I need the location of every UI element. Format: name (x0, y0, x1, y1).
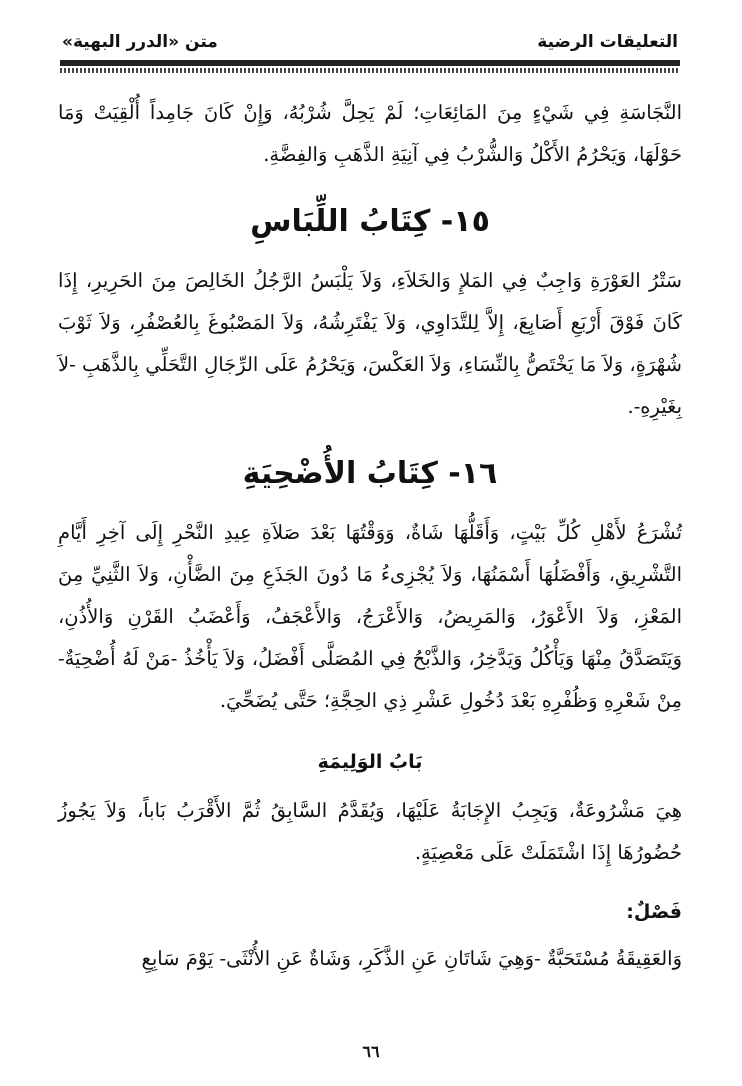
running-header (62, 26, 678, 60)
section-15-title: ١٥- كِتَابُ اللِّبَاسِ (250, 204, 490, 239)
intro-paragraph: النَّجَاسَةِ فِي شَيْءٍ مِنَ المَائِعَاتِ؛ لَمْ يَحِلَّ شُرْبُهُ، وَإِنْ كَانَ جَامِداً أُلْقِيَتْ وَمَا حَوْلَهَا، وَيَحْرُمُ الأَكْلُ وَالشُّرْبُ فِي آنِيَةِ الذَّهَبِ وَالفِضَّةِ. (58, 101, 682, 166)
section-15-text: سَتْرُ العَوْرَةِ وَاجِبٌ فِي المَلإِ وَالخَلاَءِ، وَلاَ يَلْبَسُ الرَّجُلُ الخَالِصَ مِنَ الحَرِيرِ، إِذَا كَانَ فَوْقَ أَرْبَعِ أَصَابِعَ، إِلاَّ لِلتَّدَاوِي، وَلاَ يَفْتَرِشُهُ، وَلاَ المَصْبُوغَ بِالعُصْفُرِ، وَلاَ ثَوْبَ شُهْرَةٍ، وَلاَ مَا يَخْتَصُّ بِالنِّسَاءِ، وَلاَ العَكْسَ، وَيَحْرُمُ عَلَى الرِّجَالِ التَّحَلِّي بِالذَّهَبِ -لاَ بِغَيْرِهِ-. (58, 269, 682, 418)
header-dotted-rule (60, 68, 680, 73)
section-16-title: ١٦- كِتَابُ الأُضْحِيَةِ (242, 456, 498, 491)
header-book-title: التعليقات الرضية (537, 32, 678, 52)
walima-title: بَابُ الوَلِيمَةِ (317, 751, 423, 773)
fasl-text: وَالعَقِيقَةُ مُسْتَحَبَّةٌ -وَهِيَ شَاتَانِ عَنِ الذَّكَرِ، وَشَاةٌ عَنِ الأُنْثَى- يَوْمَ سَابِعِ (141, 947, 682, 970)
main-text (58, 92, 682, 980)
header-rule (60, 60, 680, 66)
walima-text: هِيَ مَشْرُوعَةٌ، وَيَجِبُ الإِجَابَةُ عَلَيْهَا، وَيُقَدَّمُ السَّابِقُ ثُمَّ الأَقْرَبُ بَاباً، وَلاَ يَجُوزُ حُضُورُهَا إِذَا اشْتَمَلَتْ عَلَى مَعْصِيَةٍ. (58, 799, 682, 864)
page-number: ٦٦ (362, 1042, 380, 1061)
section-16-text: تُشْرَعُ لأَهْلِ كُلِّ بَيْتٍ، وَأَقَلُّهَا شَاةٌ، وَوَقْتُهَا بَعْدَ صَلاَةِ عِيدِ النَّحْرِ إِلَى آخِرِ أَيَّامِ التَّشْرِيقِ، وَأَفْضَلُهَا أَسْمَنُهَا، وَلاَ يُجْزِىءُ مَا دُونَ الجَذَعِ مِنَ الضَّأْنِ، وَلاَ الثَّنِيِّ مِنَ المَعْزِ، وَلاَ الأَعْوَرُ، وَالمَرِيضُ، وَالأَعْرَجُ، وَالأَعْجَفُ، وَأَعْضَبُ القَرْنِ وَالأُذُنِ، وَيَتَصَدَّقُ مِنْهَا وَيَأْكُلُ وَيَدَّخِرُ، وَالذَّبْحُ فِي المُصَلَّى أَفْضَلُ، وَلاَ يَأْخُذُ -مَنْ لَهُ أُضْحِيَةٌ- مِنْ شَعْرِهِ وَظُفْرِهِ بَعْدَ دُخُولِ عَشْرِ ذِي الحِجَّةِ؛ حَتَّى يُضَحِّيَ. (58, 521, 682, 712)
fasl-title: فَصْلٌ: (626, 901, 682, 923)
header-text-title: متن «الدرر البهية» (62, 32, 218, 52)
